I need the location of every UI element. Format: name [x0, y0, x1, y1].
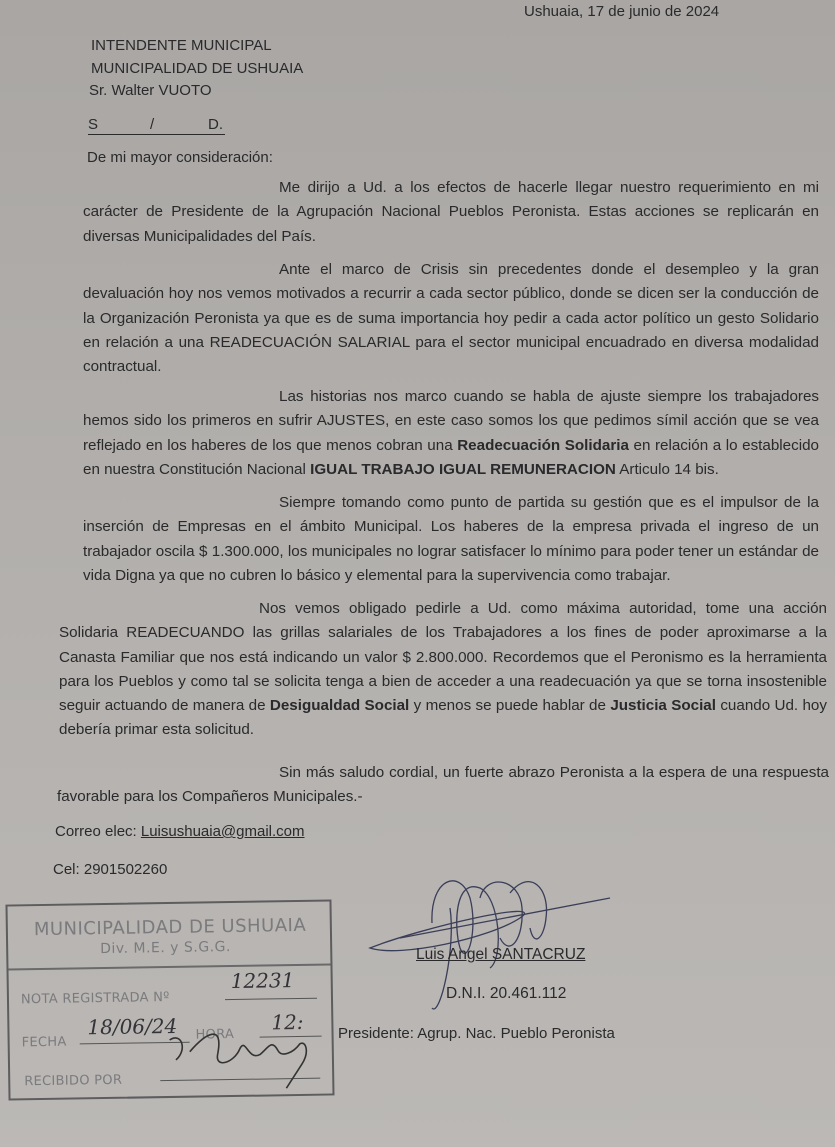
- bold-desigualdad-social: Desigualdad Social: [269, 697, 410, 715]
- signatory-dni: D.N.I. 20.461.112: [446, 985, 567, 1002]
- sd-s: S: [88, 116, 99, 133]
- email-label: Correo elec:: [55, 823, 137, 840]
- stamp-fecha-label: FECHA: [21, 1034, 67, 1051]
- paragraph-6: Sin más saludo cordial, un fuerte abrazo Peronista a la espera de una respuesta favorable para los Compañeros Municipales.-: [57, 764, 829, 806]
- greeting: De mi mayor consideración:: [87, 149, 273, 166]
- recipient-organization: MUNICIPALIDAD DE USHUAIA: [91, 60, 304, 77]
- recipient-name: Sr. Walter VUOTO: [89, 82, 212, 99]
- paragraph-3: Las historias nos marco cuando se habla de ajuste siempre los trabajadores hemos sido los primeros en sufrir AJUSTES, en este caso somos los que pedimos símil acción que se vea reflejado en los haberes de los que menos cobran una Readecuación Solidaria en relación a lo establecido en nuestra Constitución Nacional IGUAL TRABAJO IGUAL REMUNERACION Articulo 14 bis.: [83, 388, 819, 478]
- paragraph-1: Me dirijo a Ud. a los efectos de hacerle llegar nuestro requerimiento en mi carácter de Presidente de la Agrupación Nacional Pueblos Peronista. Estas acciones se replicarán en diversas Municipalidades del País.: [83, 179, 819, 245]
- paragraph-2: Ante el marco de Crisis sin precedentes donde el desempleo y la gran devaluación hoy nos vemos motivados a recurrir a cada sector público, donde se dicen ser la conducción de la Organización Peronista ya que es de suma importancia hoy pedir a cada actor político un gesto Solidario en relación a una READECUACIÓN SALARIAL para el sector municipal encuadrado en diversa modalidad contractual.: [83, 261, 819, 376]
- bold-readecuacion-solidaria: Readecuación Solidaria: [457, 436, 629, 454]
- salutation-sd: [88, 116, 225, 135]
- contact-phone-line: [53, 861, 167, 878]
- stamp-nota-number: 12231: [230, 968, 295, 994]
- contact-email-line: [55, 823, 305, 840]
- stamp-recibido-signature-icon: [8, 901, 333, 1098]
- stamp-hora-value: 12:: [271, 1009, 304, 1035]
- stamp-fecha-value: 18/06/24: [87, 1013, 178, 1040]
- bold-justicia-social: Justicia Social: [610, 697, 716, 715]
- phone-number: 2901502260: [83, 861, 168, 878]
- stamp-division: Div. M.E. y S.G.G.: [100, 939, 232, 958]
- reception-stamp: [5, 899, 334, 1100]
- paragraph-4: Siempre tomando como punto de partida su gestión que es el impulsor de la inserción de Empresas en el ámbito Municipal. Los haberes de la empresa privada el ingreso de un trabajador oscila $ 1.300.000, los municipales no lograr satisfacer lo mínimo para poder tener un estándar de vida Digna ya que no cubren lo básico y elemental para la supervivencia como trabajar.: [83, 494, 819, 584]
- sd-slash: /: [150, 116, 155, 133]
- handwritten-signature-icon: [360, 868, 660, 988]
- stamp-hora-label: HORA: [195, 1026, 235, 1043]
- stamp-nota-label: NOTA REGISTRADA Nº: [20, 990, 170, 1008]
- phone-label: Cel:: [53, 861, 80, 878]
- signatory-name: Luis Angel SANTACRUZ: [416, 946, 586, 963]
- letter-date: Ushuaia, 17 de junio de 2024: [524, 3, 720, 20]
- email-link[interactable]: Luisushuaia@gmail.com: [140, 823, 305, 840]
- recipient-title: INTENDENTE MUNICIPAL: [91, 37, 272, 54]
- signatory-title: Presidente: Agrup. Nac. Pueblo Peronista: [338, 1025, 615, 1042]
- paragraph-5: Nos vemos obligado pedirle a Ud. como máxima autoridad, tome una acción Solidaria READECUANDO las grillas salariales de los Trabajadores a los fines de poder aproximarse a la Canasta Familiar que nos está indicando un valor $ 2.800.000. Recordemos que el Peronismo es la herramienta para los Pueblos y como tal se solicita tenga a bien de acceder a una readecuación ya que se torna insostenible seguir actuando de manera de Desigualdad Social y menos se puede hablar de Justicia Social cuando Ud. hoy debería primar esta solicitud.: [59, 600, 827, 739]
- sd-d: D.: [208, 116, 223, 133]
- stamp-recibido-label: RECIBIDO POR: [24, 1072, 123, 1090]
- bold-igual-trabajo: IGUAL TRABAJO IGUAL REMUNERACION: [310, 460, 616, 478]
- stamp-organization: MUNICIPALIDAD DE USHUAIA: [33, 914, 307, 941]
